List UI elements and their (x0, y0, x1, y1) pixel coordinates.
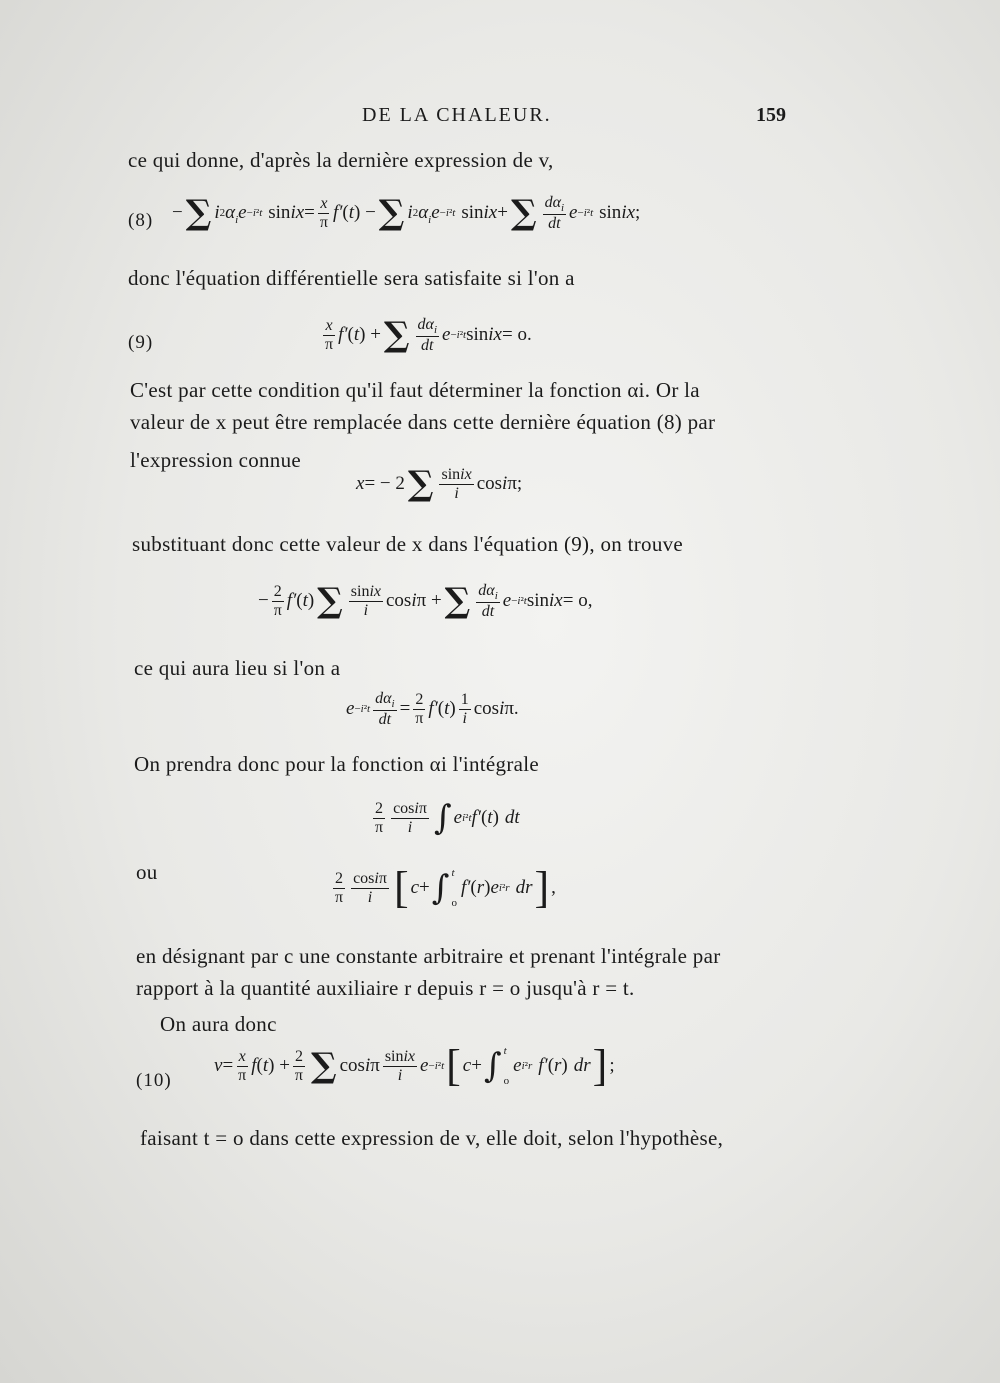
equation-label-9: (9) (128, 332, 154, 353)
text-line-3: C'est par cette condition qu'il faut déterminer la fonction αi. Or la (130, 378, 700, 402)
equation-8: − ∑ i 2 $\alpha_ie$ −i²t sin ix = $\frac{x}{\pi}$ f′ ( t ) − ∑ i 2 $\alpha_ie$ −i²t sin ix + ∑ $\frac{d\alpha_i}{dt}$ e −i²t sin ix ; (172, 193, 641, 234)
text-line-8: On prendra donc pour la fonction αi l'intégrale (134, 752, 540, 776)
equation-9: $\frac{x}{\pi}$ f′ ( t ) + ∑ $\frac{d\alpha_i}{dt}$ e −i²t sin ix = o. (325, 315, 532, 356)
text-line-2: donc l'équation différentielle sera satisfaite si l'on a (128, 266, 575, 290)
equation-integral-2: $\frac{2}{\pi}$ $\frac{\cos i\pi}{i}$ [ c + ∫ t o f′ ( r ) e i²r dr ] , (335, 863, 556, 912)
equation-integral-1: $\frac{2}{\pi}$ $\frac{\cos i\pi}{i}$ ∫ e i²t f′ ( t ) dt (375, 798, 520, 839)
equation-label-10: (10) (136, 1070, 172, 1091)
text-line-9: ou (136, 860, 158, 884)
text-line-5: l'expression connue (130, 448, 302, 472)
text-line-7: ce qui aura lieu si l'on a (134, 656, 341, 680)
text-line-6: substituant donc cette valeur de x dans l'équation (9), on trouve (132, 532, 684, 556)
text-line-1: ce qui donne, d'après la dernière expression de v, (128, 148, 554, 172)
page-number: 159 (756, 104, 786, 126)
equation-10: v = $\frac{x}{\pi}$ f ( t ) + $\frac{2}{\pi}$ ∑ cos i π $\frac{\text{sinix}}{i}$ e −i²t [ c + ∫ t o e i²r f′ ( r ) dr ] ; (214, 1041, 615, 1090)
running-header: DE LA CHALEUR. (362, 104, 552, 126)
equation-substituted: − $\frac{2}{\pi}$ f′ ( t ) ∑ $\frac{\text{sinix}}{i}$ cos i π + ∑ $\frac{d\alpha_i}{dt}$ e −i²t sin ix = o, (258, 581, 593, 622)
text-line-11: rapport à la quantité auxiliaire r depuis r = o jusqu'à r = t. (136, 976, 635, 1000)
equation-x-series: x = − 2 ∑ $\frac{\text{sinix}}{i}$ cos i π; (356, 464, 523, 505)
equation-label-8: (8) (128, 210, 154, 231)
text-line-4: valeur de x peut être remplacée dans cette dernière équation (8) par (130, 410, 716, 434)
equation-condition: e −i²t $\frac{d\alpha_i}{dt}$ = $\frac{2}{\pi}$ f′ ( t ) $\frac{1}{i}$ cos i π. (346, 690, 519, 729)
text-line-12: On aura donc (160, 1012, 277, 1036)
text-line-10: en désignant par c une constante arbitraire et prenant l'intégrale par (136, 944, 721, 968)
text-line-13: faisant t = o dans cette expression de v, elle doit, selon l'hypothèse, (140, 1126, 724, 1150)
